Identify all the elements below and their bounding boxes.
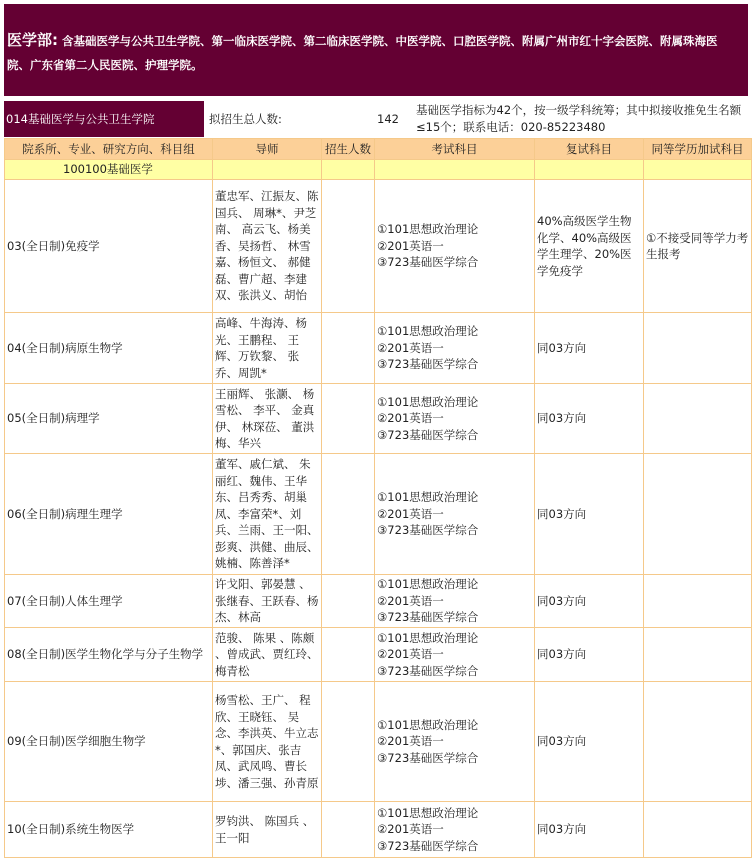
exam-cell (375, 384, 535, 454)
retest-cell: 同03方向 (535, 454, 644, 575)
exam-subject-1: ①101思想政治理论 (377, 630, 479, 645)
advisors-cell: 范骏、 陈果 、陈颇 、曾成武、贾红玲、梅青松 (213, 628, 322, 682)
count-cell (322, 802, 375, 858)
exam-cell (375, 575, 535, 628)
retest-cell: 40%高级医学生物化学、40%高级医学生理学、20%医学免疫学 (535, 180, 644, 313)
advisors-cell: 董忠军、江振友、陈国兵、 周琳*、尹芝南、 高云飞、杨美香、吴扬哲、 林雪嘉、杨恒文、 郝健磊、曹广超、李建双、张洪义、胡怡 (213, 180, 322, 313)
exam-cell (375, 454, 535, 575)
advisors-cell: 董军、戚仁斌、 朱丽红、魏伟、王华东、吕秀秀、胡巢凤、李富荣*、刘兵、兰雨、王一阳、彭爽、洪健、曲辰、姚楠、陈善泽* (213, 454, 322, 575)
col-header-count: 招生人数 (322, 139, 375, 160)
col-header-direction: 院系所、专业、研究方向、科目组 (5, 139, 213, 160)
retest-cell: 同03方向 (535, 628, 644, 682)
exam-subject-2: ②201英语一 (377, 238, 444, 253)
extra-exam-cell (644, 313, 752, 384)
table-row (5, 384, 752, 454)
exam-subject-2: ②201英语一 (377, 411, 444, 426)
direction-cell: 09(全日制)医学细胞生物学 (5, 682, 213, 802)
table-row (5, 313, 752, 384)
exam-subject-1: ①101思想政治理论 (377, 577, 479, 592)
subject-row (5, 160, 752, 180)
direction-cell: 06(全日制)病理生理学 (5, 454, 213, 575)
table-header-row (5, 139, 752, 160)
department-banner (4, 4, 748, 96)
direction-cell: 03(全日制)免疫学 (5, 180, 213, 313)
exam-subject-1: ①101思想政治理论 (377, 324, 479, 339)
subject-name: 100100基础医学 (5, 160, 213, 180)
count-cell (322, 313, 375, 384)
extra-exam-cell (644, 802, 752, 858)
advisors-cell: 王丽辉、 张灏、 杨雪松、 李平、 金真伊、 林琛莅、 董洪梅、华兴 (213, 384, 322, 454)
exam-cell (375, 313, 535, 384)
retest-cell: 同03方向 (535, 682, 644, 802)
exam-subject-3: ③723基础医学综合 (377, 663, 479, 678)
exam-subject-2: ②201英语一 (377, 340, 444, 355)
col-header-exam: 考试科目 (375, 139, 535, 160)
college-note: 基础医学指标为42个，按一级学科统筹；其中拟接收推免生名额≤15个；联系电话：020-85223480 (416, 103, 742, 134)
exam-cell (375, 802, 535, 858)
exam-cell (375, 682, 535, 802)
exam-cell (375, 628, 535, 682)
count-cell (322, 454, 375, 575)
retest-cell: 同03方向 (535, 384, 644, 454)
extra-exam-cell (644, 575, 752, 628)
exam-subject-3: ③723基础医学综合 (377, 357, 479, 372)
count-cell (322, 180, 375, 313)
exam-subject-2: ②201英语一 (377, 734, 444, 749)
extra-exam-cell (644, 628, 752, 682)
table-row (5, 802, 752, 858)
table-row (5, 454, 752, 575)
department-description: 含基础医学与公共卫生学院、第一临床医学院、第二临床医学院、中医学院、口腔医学院、附属广州市红十字会医院、附属珠海医院、广东省第二人民医院、护理学院。 (7, 34, 718, 72)
col-header-advisors: 导师 (213, 139, 322, 160)
table-row (5, 575, 752, 628)
exam-subject-1: ①101思想政治理论 (377, 394, 479, 409)
advisors-cell: 许戈阳、郭晏慧 、张继春、王跃春、杨杰、林高 (213, 575, 322, 628)
count-cell (322, 682, 375, 802)
exam-cell (375, 180, 535, 313)
exam-subject-2: ②201英语一 (377, 593, 444, 608)
extra-exam-cell: ①不接受同等学力考生报考 (644, 180, 752, 313)
count-cell (322, 628, 375, 682)
college-name: 014基础医学与公共卫生学院 (4, 101, 204, 137)
table-row (5, 180, 752, 313)
advisors-cell: 高峰、牛海涛、杨光、王鹏程、 王辉、万钦黎、 张乔、周凯* (213, 313, 322, 384)
count-cell (322, 575, 375, 628)
col-header-extra: 同等学历加试科目 (644, 139, 752, 160)
advisors-cell: 杨雪松、王广、 程欣、王晓钰、 吴念、李洪英、牛立志*、郭国庆、张吉凤、武凤鸣、曹长埗、潘三强、孙青原 (213, 682, 322, 802)
retest-cell: 同03方向 (535, 313, 644, 384)
table-row (5, 682, 752, 802)
extra-exam-cell (644, 682, 752, 802)
exam-subject-3: ③723基础医学综合 (377, 610, 479, 625)
exam-subject-1: ①101思想政治理论 (377, 717, 479, 732)
direction-cell: 04(全日制)病原生物学 (5, 313, 213, 384)
table-row (5, 628, 752, 682)
extra-exam-cell (644, 454, 752, 575)
direction-cell: 07(全日制)人体生理学 (5, 575, 213, 628)
direction-cell: 08(全日制)医学生物化学与分子生物学 (5, 628, 213, 682)
exam-subject-3: ③723基础医学综合 (377, 750, 479, 765)
exam-subject-3: ③723基础医学综合 (377, 255, 479, 270)
exam-subject-2: ②201英语一 (377, 822, 444, 837)
department-name: 医学部: (7, 31, 58, 49)
exam-subject-1: ①101思想政治理论 (377, 805, 479, 820)
exam-subject-2: ②201英语一 (377, 647, 444, 662)
exam-subject-1: ①101思想政治理论 (377, 490, 479, 505)
advisors-cell: 罗钧洪、 陈国兵 、王一阳 (213, 802, 322, 858)
retest-cell: 同03方向 (535, 802, 644, 858)
exam-subject-3: ③723基础医学综合 (377, 838, 479, 853)
exam-subject-1: ①101思想政治理论 (377, 222, 479, 237)
exam-subject-2: ②201英语一 (377, 506, 444, 521)
exam-subject-3: ③723基础医学综合 (377, 427, 479, 442)
program-table (4, 138, 752, 858)
col-header-retest: 复试科目 (535, 139, 644, 160)
direction-cell: 05(全日制)病理学 (5, 384, 213, 454)
retest-cell: 同03方向 (535, 575, 644, 628)
enroll-total-label: 拟招生总人数: (209, 112, 282, 126)
count-cell (322, 384, 375, 454)
college-row (4, 101, 748, 137)
exam-subject-3: ③723基础医学综合 (377, 523, 479, 538)
enroll-total-count: 142 (377, 112, 399, 126)
direction-cell: 10(全日制)系统生物医学 (5, 802, 213, 858)
extra-exam-cell (644, 384, 752, 454)
